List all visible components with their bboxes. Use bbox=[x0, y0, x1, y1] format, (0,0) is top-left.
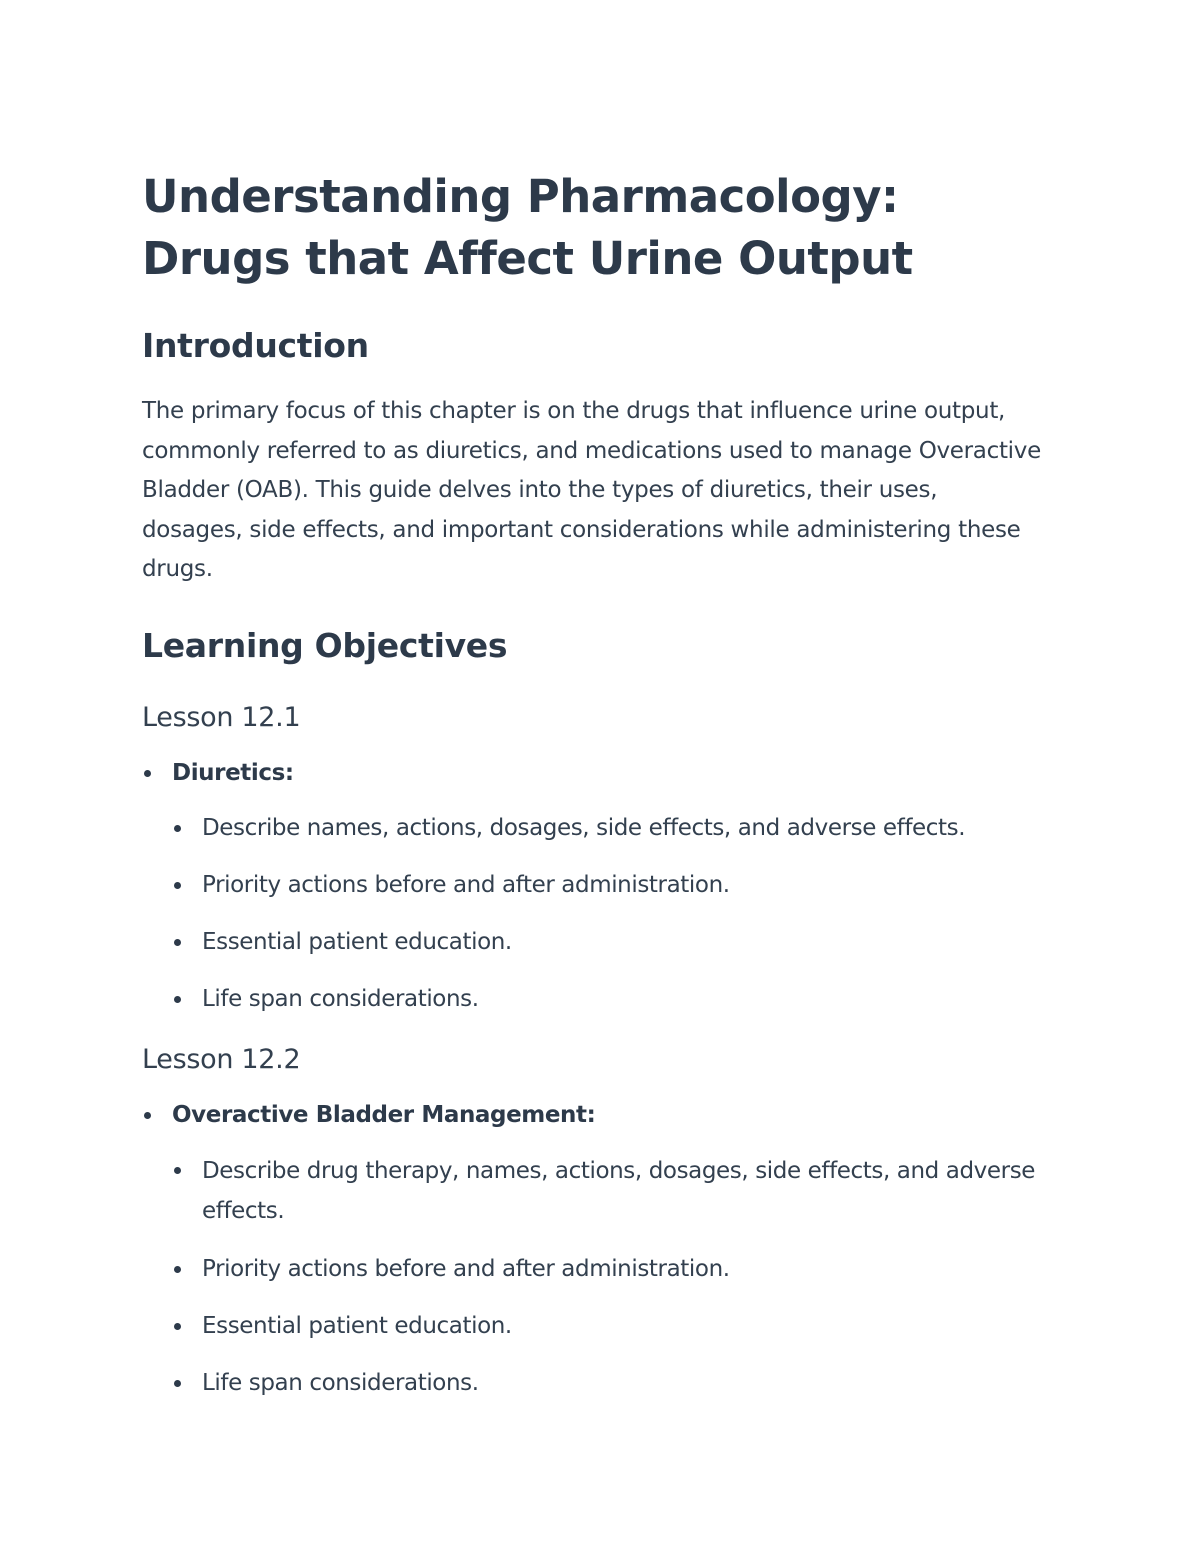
list-item bbox=[172, 1307, 1042, 1345]
bullet-icon bbox=[174, 996, 181, 1003]
list-item bbox=[172, 1151, 1042, 1231]
list-item bbox=[172, 1250, 1042, 1288]
list-item bbox=[172, 809, 1042, 847]
lesson-topic-item bbox=[142, 1098, 1042, 1402]
objective-list bbox=[172, 809, 1042, 1018]
lesson-topic-label: Overactive Bladder Management: bbox=[172, 1101, 596, 1128]
objective-text: Essential patient education. bbox=[202, 928, 512, 955]
bullet-icon bbox=[174, 1380, 181, 1387]
bullet-icon bbox=[174, 882, 181, 889]
objective-text: Essential patient education. bbox=[202, 1312, 512, 1339]
lesson-topic-list bbox=[142, 1098, 1042, 1402]
list-item bbox=[172, 866, 1042, 904]
bullet-icon bbox=[144, 770, 151, 777]
bullet-icon bbox=[174, 1323, 181, 1330]
bullet-icon bbox=[174, 939, 181, 946]
document-page bbox=[142, 166, 1042, 1402]
document-title: Understanding Pharmacology: Drugs that Affect Urine Output bbox=[142, 170, 913, 285]
list-item bbox=[172, 980, 1042, 1018]
objective-text: Priority actions before and after administration. bbox=[202, 871, 730, 898]
bullet-icon bbox=[174, 1167, 181, 1174]
lesson-topic-item bbox=[142, 756, 1042, 1018]
introduction-heading: Introduction bbox=[142, 326, 369, 365]
objective-text: Life span considerations. bbox=[202, 985, 479, 1012]
objective-list bbox=[172, 1151, 1042, 1402]
bullet-icon bbox=[144, 1112, 151, 1119]
list-item bbox=[172, 923, 1042, 961]
list-item bbox=[172, 1364, 1042, 1402]
objective-text: Life span considerations. bbox=[202, 1369, 479, 1396]
objective-text: Describe drug therapy, names, actions, dosages, side effects, and adverse effects. bbox=[202, 1157, 1036, 1224]
bullet-icon bbox=[174, 825, 181, 832]
bullet-icon bbox=[174, 1266, 181, 1273]
learning-objectives-heading: Learning Objectives bbox=[142, 625, 508, 665]
introduction-paragraph: The primary focus of this chapter is on the drugs that influence urine output, commonly referred to as diuretics, and medications used to manage Overactive Bladder (OAB). This guide delves into the types of diuretics, their uses, dosages, side effects, and important considerations while administering these drugs. bbox=[142, 398, 1041, 583]
lesson-topic-label: Diuretics: bbox=[172, 759, 294, 786]
lesson-topic-list bbox=[142, 756, 1042, 1018]
objective-text: Priority actions before and after administration. bbox=[202, 1255, 730, 1282]
lesson-title: Lesson 12.1 bbox=[142, 701, 301, 733]
lesson-title: Lesson 12.2 bbox=[142, 1043, 301, 1075]
objective-text: Describe names, actions, dosages, side effects, and adverse effects. bbox=[202, 814, 966, 841]
